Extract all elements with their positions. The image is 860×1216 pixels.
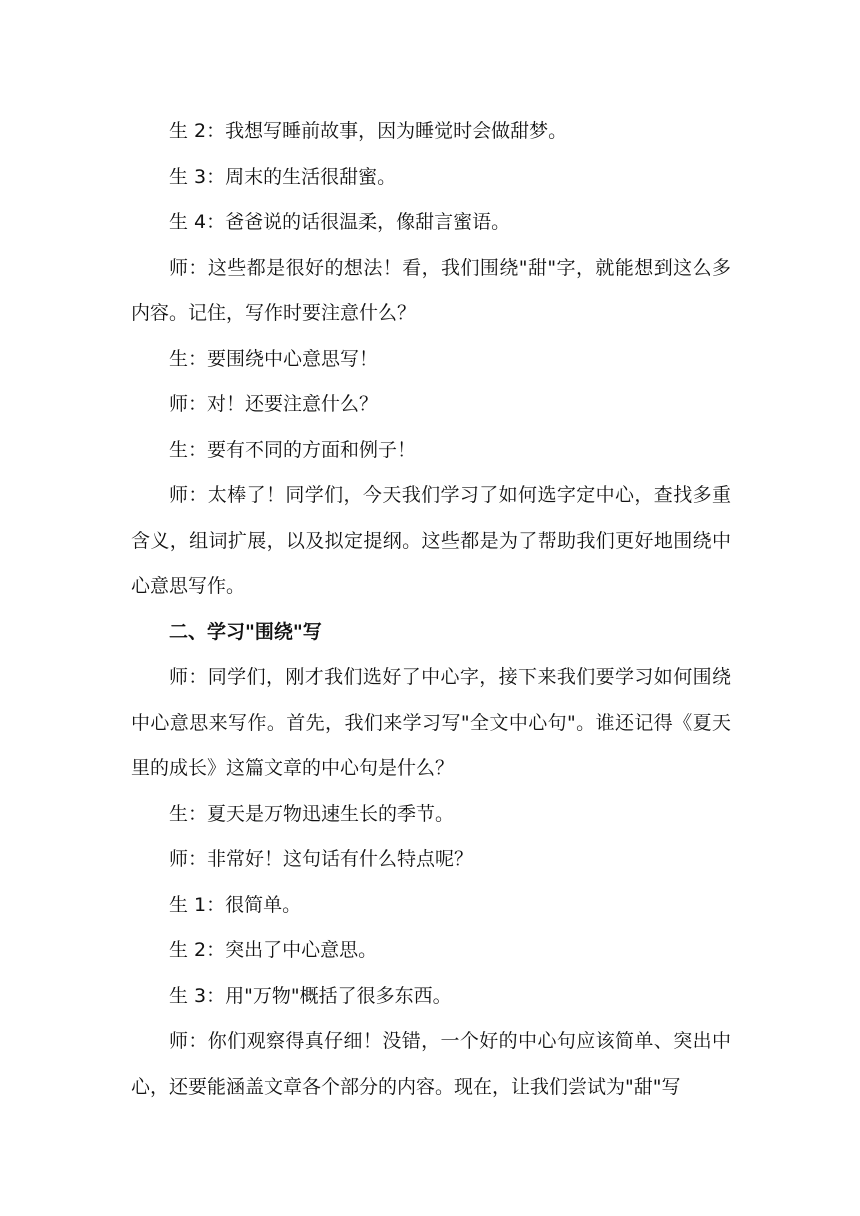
dialogue-paragraph: 生 2：我想写睡前故事，因为睡觉时会做甜梦。 xyxy=(169,120,568,142)
document-body xyxy=(131,109,731,1110)
dialogue-paragraph: 师：同学们，刚才我们选好了中心字，接下来我们要学习如何围绕中心意思来写作。首先，我们来学习写"全文中心句"。谁还记得《夏天里的成长》这篇文章的中心句是什么？ xyxy=(131,666,731,779)
dialogue-paragraph: 生 3：周末的生活很甜蜜。 xyxy=(169,165,397,188)
dialogue-paragraph: 生：夏天是万物迅速生长的季节。 xyxy=(169,802,455,825)
dialogue-paragraph: 生 1：很简单。 xyxy=(169,893,302,916)
dialogue-paragraph: 师：非常好！这句话有什么特点呢？ xyxy=(169,848,474,870)
dialogue-paragraph: 生：要有不同的方面和例子！ xyxy=(169,438,417,461)
dialogue-paragraph: 师：对！还要注意什么？ xyxy=(169,393,379,415)
dialogue-paragraph: 师：这些都是很好的想法！看，我们围绕"甜"字，就能想到这么多内容。记住，写作时要注意什么？ xyxy=(131,256,731,324)
dialogue-paragraph: 生：要围绕中心意思写！ xyxy=(169,347,379,370)
dialogue-paragraph: 生 4：爸爸说的话很温柔，像甜言蜜语。 xyxy=(169,211,511,233)
dialogue-paragraph: 生 2：突出了中心意思。 xyxy=(169,939,378,961)
dialogue-paragraph: 师：太棒了！同学们，今天我们学习了如何选字定中心，查找多重含义，组词扩展，以及拟定提纲。这些都是为了帮助我们更好地围绕中心意思写作。 xyxy=(131,484,731,597)
section-heading: 二、学习"围绕"写 xyxy=(169,620,322,643)
dialogue-paragraph: 师：你们观察得真仔细！没错，一个好的中心句应该简单、突出中心，还要能涵盖文章各个部分的内容。现在，让我们尝试为"甜"写 xyxy=(131,1030,731,1098)
dialogue-paragraph: 生 3：用"万物"概括了很多东西。 xyxy=(169,984,452,1007)
